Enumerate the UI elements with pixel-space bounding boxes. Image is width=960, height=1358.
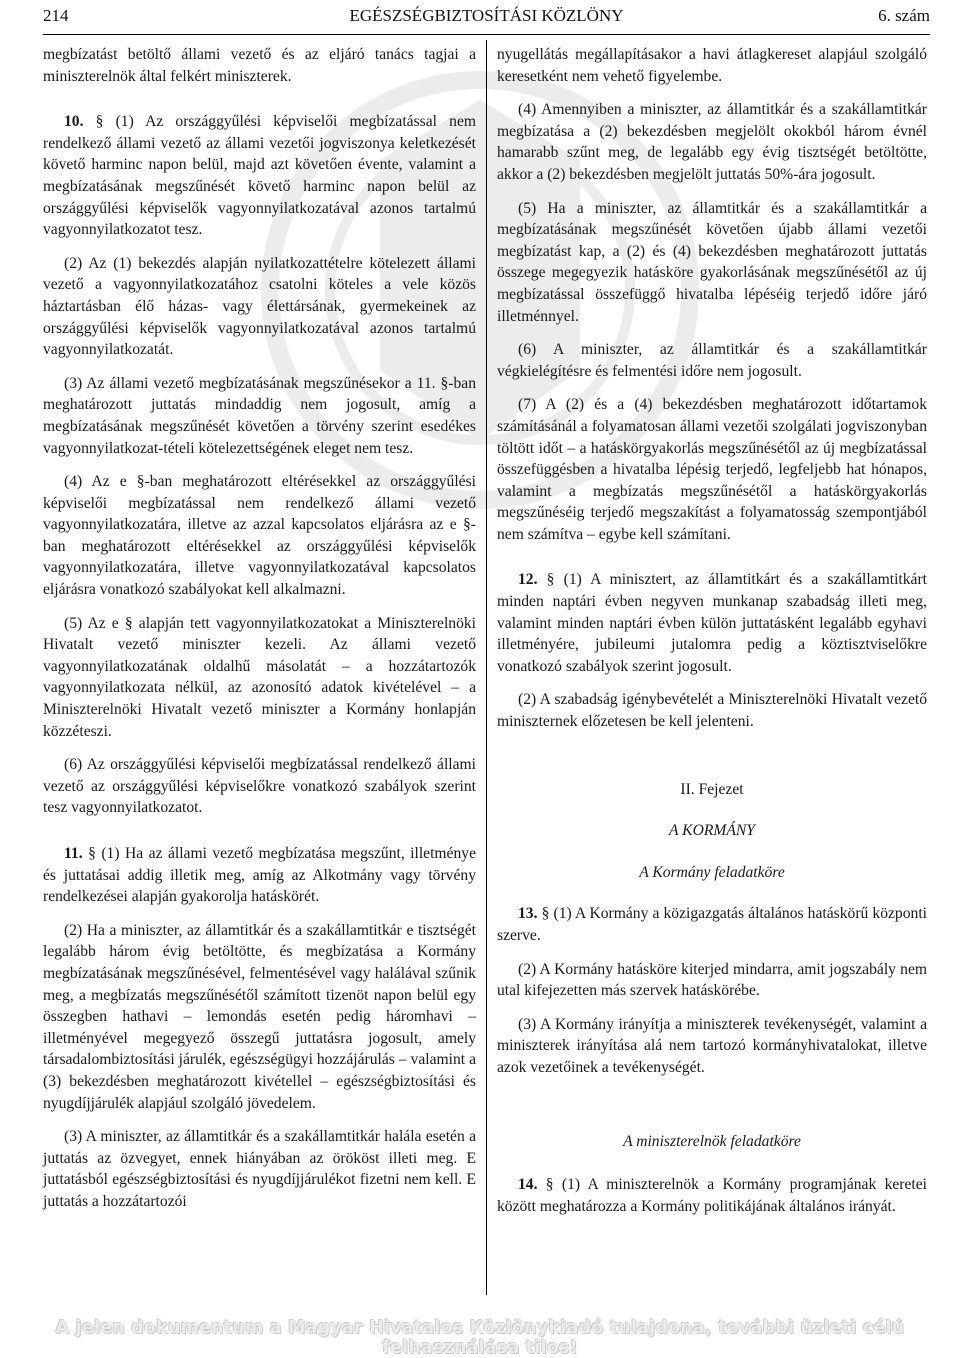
column-divider [486,40,487,1295]
paragraph: (2) A Kormány hatásköre kiterjed mindarra, amit jogszabály nem utal kifejezetten más szervek hatáskörébe. [497,960,927,1000]
paragraph: (2) A szabadság igénybevételét a Miniszterelnöki Hivatalt vezető miniszternek előzetesen be kell jelenteni. [497,691,927,731]
issue-number: 6. szám [878,6,930,25]
page-number: 214 [43,6,69,25]
section-10-paragraph [43,111,476,241]
section-number: 10. [64,113,84,131]
section-11-paragraph [43,843,476,908]
journal-title: EGÉSZSÉGBIZTOSÍTÁSI KÖZLÖNY [349,6,624,25]
section-number: 11. [64,845,83,862]
paragraph: nyugellátás megállapításakor a havi átlagkereset alapjául szolgáló keresetként nem vehető figyelembe. [497,46,927,85]
section-number: 14. [518,1176,538,1194]
section-text: § (1) Ha az állami vezető megbízatása megszűnt, illetménye és juttatásai addig illetik meg, amíg az Alkotmány vagy törvény rendelkezései alapján gyakorolja hatáskörét. [43,845,476,906]
paragraph: (5) Az e § alapján tett vagyonnyilatkozatokat a Miniszterelnöki Hivatalt vezető miniszter kezeli. Az állami vezető vagyonnyilatkozatának oldalhű másolatát – a hozzátartozók vagyonnyilatkozata nélkül, az azonosító adatok kivételével – a Miniszterelnöki Hivatalt vezető miniszter a Kormány honlapján közzéteszi. [43,614,476,740]
section-14-paragraph [497,1174,927,1217]
section-text: § (1) A minisztert, az államtitkárt és a szakállamtitkárt minden naptári évben negyven munkanap szabadság illeti meg, valamint minden naptári évben külön juttatásként legalább egyhavi illetményére, jubileumi jutalomra pedig a köztisztviselőkre vonatkozó szabályok szerint jogosult. [497,571,927,675]
chapter-title: A KORMÁNY [669,822,755,840]
paragraph: (2) Az (1) bekezdés alapján nyilatkozattételre kötelezett állami vezető a vagyonnyilatkozatához csatolni köteles a vele közös háztartásban élő házas- vagy élettársának, gyermekeinek az országgyűlési képviselők vagyonnyilatkozatával azonos tartalmú vagyonnyilatkozatát. [43,254,476,359]
section-text: § (1) A Kormány a közigazgatás általános hatáskörű központi szerve. [497,905,927,944]
paragraph: (4) Amennyiben a miniszter, az államtitkár és a szakállamtitkár megbízatása a (2) bekezdésben megjelölt okokból három évnél hamarabb szűnt meg, de legalább egy évig tisztségét betöltötte, akkor a (2) bekezdésben megjelölt juttatás 50%-ára jogosult. [497,101,927,183]
section-12-paragraph [497,569,927,677]
section-number: 13. [518,905,538,923]
section-13-paragraph [497,903,927,946]
section-text: § (1) A miniszterelnök a Kormány programjának keretei között meghatározza a Kormány politikájának általános irányát. [497,1176,927,1215]
left-column [43,44,476,1225]
paragraph: (6) A miniszter, az államtitkár és a szakállamtitkár végkielégítésre és felmentési időre nem jogosult. [497,341,927,380]
paragraph: (5) Ha a miniszter, az államtitkár és a szakállamtitkár a megbízatásának megszűnését követően újabb állami vezetői megbízatást kap, a (2) és (4) bekezdésben meghatározott juttatás összege megegyezik hatásköre gyakorlásának megszűnésétől az új megbízatással összefüggő hivatalba lépéséig terjedő időre járó illetménnyel. [497,199,927,325]
page-header [43,0,930,35]
paragraph: (7) A (2) és a (4) bekezdésben meghatározott időtartamok számításánál a folyamatosan állami vezetői szolgálati jogviszonyban töltött időt – a hatáskörgyakorlás megszűnésétől az új megbízatással összefüggésben a hivatalba lépésig terjedő, legfeljebb hat hónapos, valamint a megbízatás megszűnésétől a hatáskörgyakorlás megszűnéséig terjedő megszakítást a folyamatosság szempontjából nem számítva – egybe kell számítani. [497,396,927,543]
subsection-title: A miniszterelnök feladatköre [623,1132,801,1150]
paragraph: (4) Az e §-ban meghatározott eltérésekkel az országgyűlési képviselői megbízatással nem rendelkező állami vezető vagyonnyilatkozatára, illetve az azzal kapcsolatos eljárásra az e §-ban meghatározott eltérésekkel az országgyűlési képviselők vagyonnyilatkozatára, illetve vagyonnyilatkozatával kapcsolatos eljárásra vonatkozó szabályokat kell alkalmazni. [43,473,476,599]
right-column [497,44,927,1229]
section-text: § (1) Az országgyűlési képviselői megbízatással nem rendelkező állami vezető az állami vezetői jogviszonya keletkezését követő harminc napon belül, majd azt követően évente, valamint a megbízatásának megszűnését követő harminc napon belül az országgyűlési képviselők vagyonnyilatkozatával azonos tartalmú vagyonnyilatkozatot tesz. [43,113,476,239]
paragraph: (3) Az állami vezető megbízatásának megszűnésekor a 11. §-ban meghatározott juttatás mindaddig nem jogosult, amíg a megbízatásának megszűnését követően a törvény szerint esedékes vagyonnyilatkozat-tételi kötelezettségének eleget nem tesz. [43,374,476,457]
paragraph: (6) Az országgyűlési képviselői megbízatással rendelkező állami vezető az országgyűlési képviselőkre vonatkozó szabályok szerint tesz vagyonnyilatkozatot. [43,756,476,817]
paragraph: (3) A miniszter, az államtitkár és a szakállamtitkár halála esetén a juttatás az özvegyet, ennek hiányában az örököst illeti meg. E juttatásból egészségbiztosítási és nyugdíjjárulékot fizetni nem kell. E juttatás a hozzátartozói [43,1128,476,1210]
section-number: 12. [518,571,538,589]
subsection-title: A Kormány feladatköre [639,863,785,881]
paragraph: (3) A Kormány irányítja a miniszterek tevékenységét, valamint a miniszterek irányítása alá nem tartozó kormányhivatalokat, illetve azok vezetőinek a tevékenységét. [497,1015,927,1076]
chapter-heading: II. Fejezet [680,780,744,798]
copyright-notice: A jelen dokumentum a Magyar Hivatalos Közlönykiadó tulajdona, további üzleti célú felhasználása tilos! [55,1318,905,1358]
paragraph: (2) Ha a miniszter, az államtitkár és a szakállamtitkár e tisztségét legalább három évig betöltötte, és megbízatása a Kormány megbízatásának megszűnésével, felmentésével vagy halálával szűnik meg, a megbízatás megszűnésétől számított tizenöt napon belül egy összegben hathavi – lemondás esetén pedig háromhavi – illetményével megegyező összegű juttatásra jogosult, amely társadalombiztosítási járulék, egészségügyi hozzájárulás – valamint a (3) bekezdésben meghatározott kivétellel – egészségbiztosítási és nyugdíjjárulék alapjául szolgáló jövedelem. [43,921,476,1112]
paragraph: megbízatást betöltő állami vezető és az eljáró tanács tagjai a miniszterelnök által felkért miniszterek. [43,46,476,85]
